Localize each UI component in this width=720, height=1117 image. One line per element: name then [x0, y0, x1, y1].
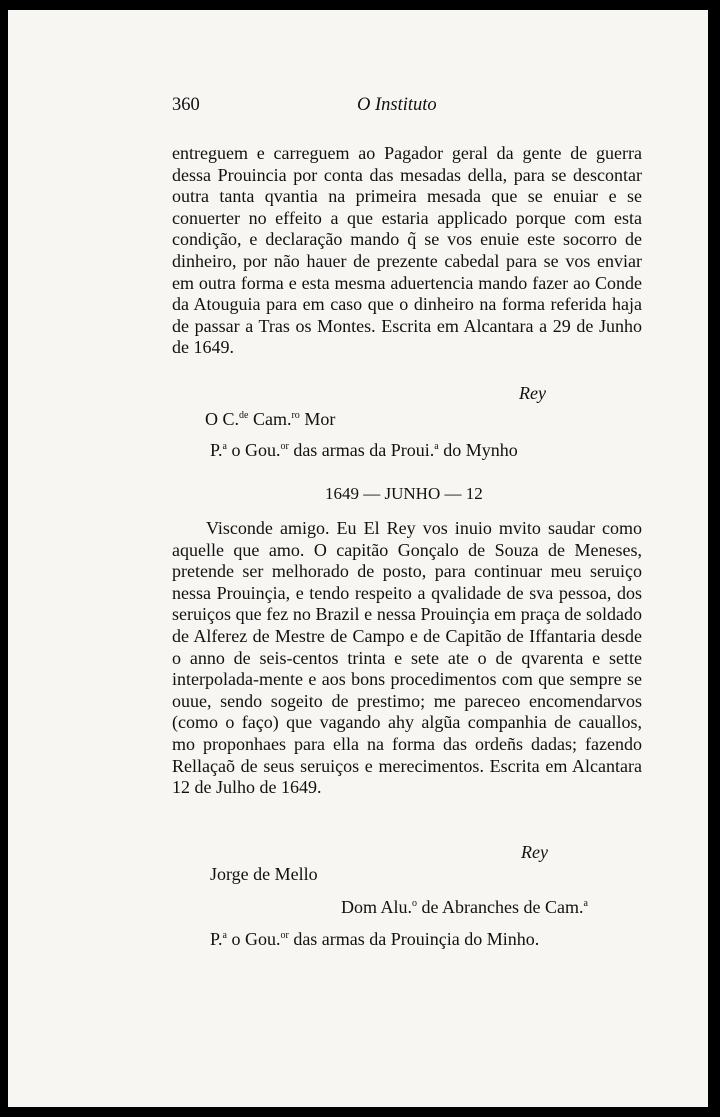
page-header — [172, 95, 642, 119]
letter-2-signature: Rey — [521, 842, 548, 862]
letter-2-address: P.$^a$ o Gou.$^{or}$ das armas da Prouinçia do Minho. — [210, 929, 540, 949]
letter-1-countersignature: O C.$^{de}$ Cam.$^{ro}$ Mor — [205, 409, 336, 429]
page-number: 360 — [172, 95, 200, 115]
letter-1-signature: Rey — [519, 383, 546, 403]
date-heading: 1649 — JUNHO — 12 — [325, 484, 483, 503]
letter-2-body: Visconde amigo. Eu El Rey vos inuio mvito saudar como aquelle que amo. O capitão Gonçalo de Souza de Meneses, pretende ser melhorado de posto, para continuar meu seruiço nessa Prouinçia, e tendo respeito a qvalidade de sva pessoa, dos seruiços que fez no Brazil e nessa Prouinçia em praça de soldado de Alferez de Mestre de Campo e de Capitão de Iffantaria desde o anno de seis-centos trinta e sete ate o de qvarenta e sette interpolada-mente e aos bons procedimentos com que sempre se ouue, sendo sogeito de prestimo; me pareceo encomendarvos (como o faço) que vagando ahy algũa companhia de cauallos, mo proponhaes para ella na forma das ordeñs dadas; fazendo Rellaçaõ de seus seruiços e merecimentos. Escrita em Alcantara 12 de Julho de 1649. — [172, 518, 642, 798]
letter-1-address: P.$^a$ o Gou.$^{or}$ das armas da Proui.$^a$ do Mynho — [210, 440, 518, 460]
letter-2-signer-1: Jorge de Mello — [210, 864, 318, 884]
letter-1-body: entreguem e carreguem ao Pagador geral da gente de guerra dessa Prouincia por conta das mesadas della, para se descontar outra tanta qvantia na primeira mesada que se enuiar e se conuerter no effeito a que estaria applicado porque com esta condição, e declaração mando q̃ se vos enuie este socorro de dinheiro, por não hauer de prezente cabedal para se vos enviar em outra forma e esta mesma aduertencia mando fazer ao Conde da Atouguia para em caso que o dinheiro na forma referida haja de passar a Tras os Montes. Escrita em Alcantara a 29 de Junho de 1649. — [172, 143, 642, 358]
running-title: O Instituto — [357, 95, 437, 115]
letter-2-signer-2: Dom Alu.$^o$ de Abranches de Cam.$^a$ — [341, 897, 588, 917]
